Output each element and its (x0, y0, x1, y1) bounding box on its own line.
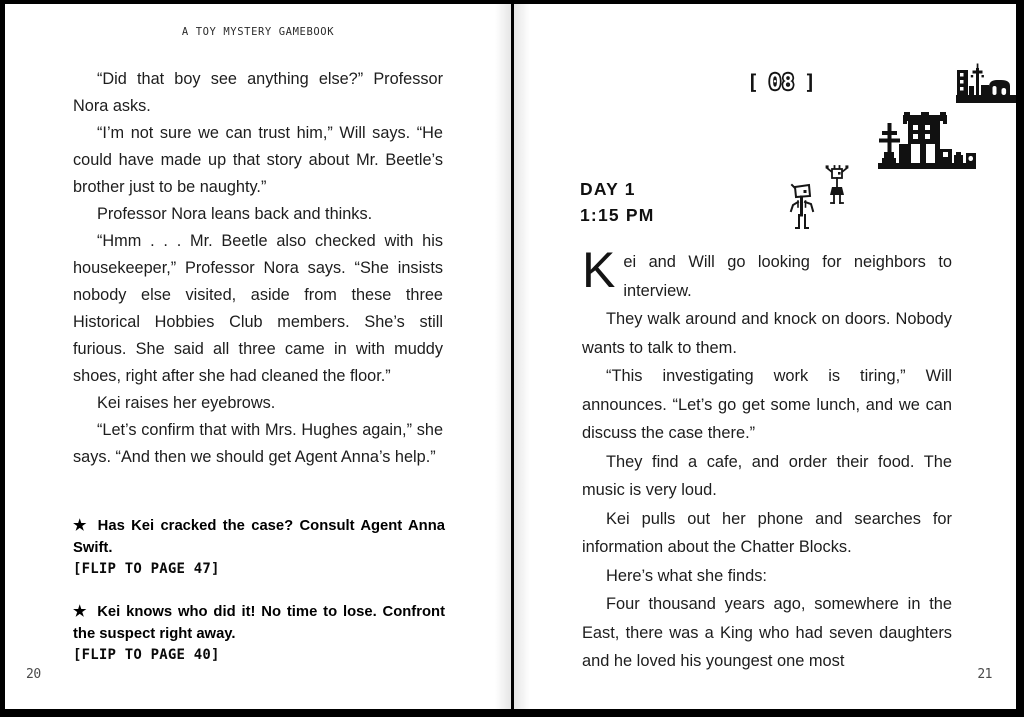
story-paragraph-dropcap (582, 242, 952, 305)
story-paragraph: “Did that boy see anything else?” Professor Nora asks. (73, 70, 443, 115)
page-left (5, 4, 511, 709)
day-time-stamp (580, 176, 655, 228)
story-paragraph: They find a cafe, and order their food. The music is very loud. (582, 452, 952, 499)
choice-text: Has Kei cracked the case? Consult Agent Anna Swift. (73, 518, 445, 556)
drop-cap: K (582, 242, 616, 298)
right-page-body (582, 242, 952, 676)
story-paragraph: Four thousand years ago, somewhere in the East, there was a King who had seven daughters and he loved his youngest one most (582, 595, 952, 670)
story-paragraph: Professor Nora leans back and thinks. (97, 205, 373, 223)
story-paragraph: “I’m not sure we can trust him,” Will says. “He could have made up that story about Mr. Beetle’s brother just to be naughty.” (73, 124, 443, 196)
story-paragraph: “Let’s confirm that with Mrs. Hughes again,” she says. “And then we should get Agent Anna’s help.” (73, 421, 443, 466)
choices-block (73, 515, 445, 687)
temple-graveyard-icon (878, 112, 977, 169)
choice-option-2 (73, 601, 445, 645)
chapter-open-bracket: [ (746, 70, 760, 94)
girl-stick-figure-icon (824, 163, 850, 209)
choice-option-1 (73, 515, 445, 559)
boy-stick-figure-icon (788, 183, 818, 231)
flip-instruction-1: [FLIP TO PAGE 47] (73, 561, 220, 577)
page-number-right: 21 (977, 667, 992, 682)
left-page-body (73, 66, 443, 471)
page-number-left: 20 (26, 667, 41, 682)
page-right (514, 4, 1016, 709)
city-skyline-icon (956, 62, 1016, 103)
chapter-number: 08 (768, 70, 796, 94)
story-paragraph: “Hmm . . . Mr. Beetle also checked with his housekeeper,” Professor Nora says. “She insists nobody else visited, aside from these three Historical Hobbies Club members. She’s still furious. She said all three came in with muddy shoes, right after she had cleaned the floor.” (73, 232, 443, 385)
running-header: A TOY MYSTERY GAMEBOOK (181, 26, 335, 38)
story-paragraph: “This investigating work is tiring,” Will announces. “Let’s go get some lunch, and we can discuss the case there.” (582, 367, 952, 442)
star-icon: ★ (73, 517, 89, 534)
time-label: 1:15 PM (580, 205, 655, 225)
story-paragraph: They walk around and knock on doors. Nobody wants to talk to them. (582, 310, 952, 357)
chapter-marker (712, 70, 852, 94)
star-icon: ★ (73, 603, 89, 620)
story-paragraph: Kei raises her eyebrows. (97, 394, 276, 412)
choice-text: Kei knows who did it! No time to lose. Confront the suspect right away. (73, 604, 445, 642)
flip-instruction-2: [FLIP TO PAGE 40] (73, 647, 220, 663)
story-text: ei and Will go looking for neighbors to interview. (623, 253, 952, 300)
story-paragraph: Here’s what she finds: (606, 566, 767, 585)
story-paragraph: Kei pulls out her phone and searches for information about the Chatter Blocks. (582, 509, 952, 556)
chapter-close-bracket: ] (804, 70, 818, 94)
day-label: DAY 1 (580, 179, 636, 199)
